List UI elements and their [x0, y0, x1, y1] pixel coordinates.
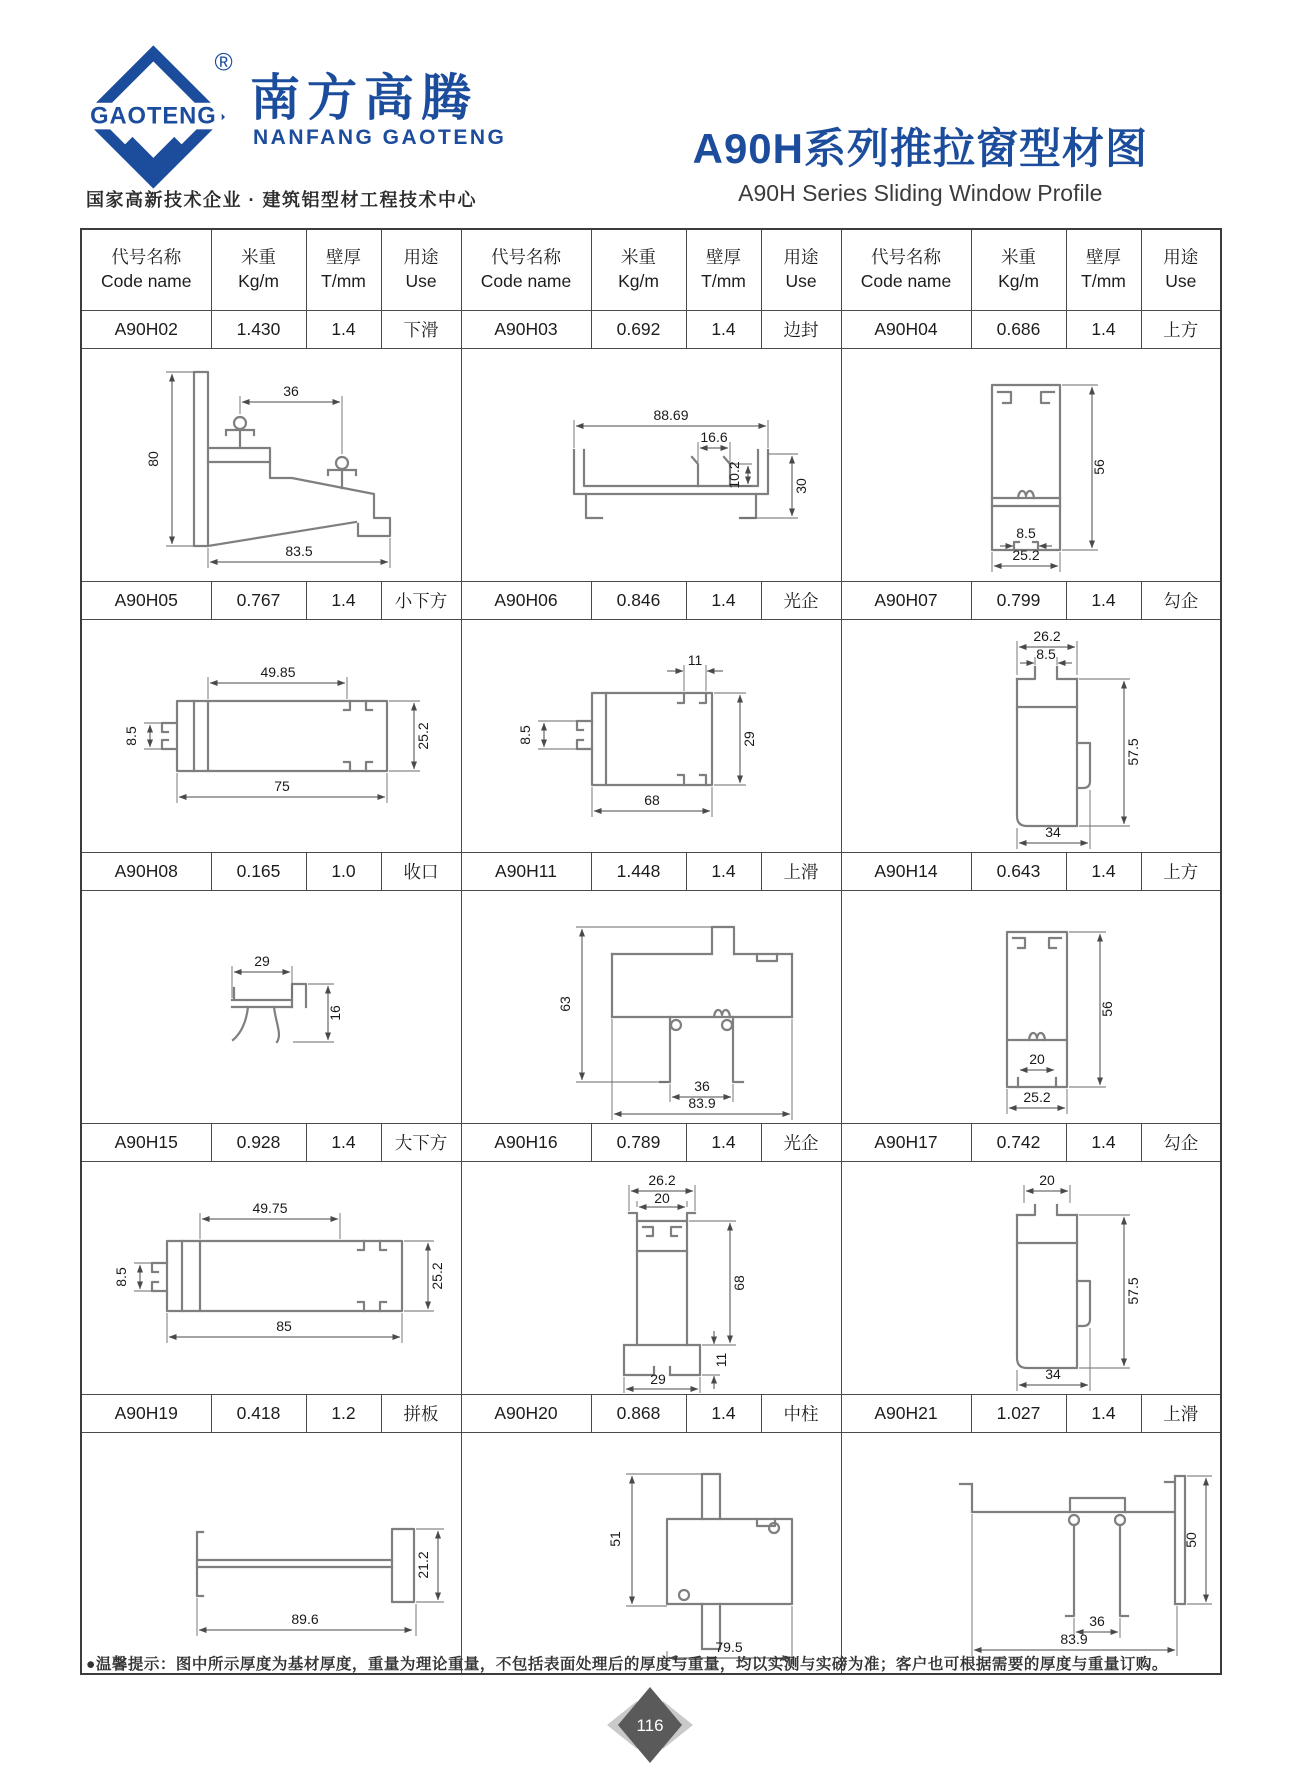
hdr-use-1: 用途 Use [381, 229, 461, 311]
registered-mark: ® [214, 49, 233, 77]
dim-label: 49.75 [252, 1200, 288, 1216]
hdr-use-3: 用途 Use [1141, 229, 1221, 311]
dim-label: 8.5 [1036, 646, 1056, 662]
drawing-a90h20 [461, 1433, 841, 1675]
hdr-t-3: 壁厚 T/mm [1066, 229, 1141, 311]
cell-kg: 0.928 [211, 1124, 306, 1162]
dim-label: 21.2 [415, 1551, 432, 1579]
cell-code: A90H21 [841, 1395, 971, 1433]
data-row-1 [81, 311, 1221, 349]
dim-label: 36 [1088, 1613, 1105, 1629]
dim-label: 49.85 [260, 664, 296, 680]
cell-t: 1.4 [686, 1395, 761, 1433]
cell-code: A90H16 [461, 1124, 591, 1162]
drawing-a90h06 [461, 620, 841, 853]
cell-code: A90H04 [841, 311, 971, 349]
footer-note: ●温馨提示：图中所示厚度为基材厚度，重量为理论重量，不包括表面处理后的厚度与重量，均以实测与实磅为准；客户也可根据需要的厚度与重量订购。 [86, 1656, 1168, 1673]
cell-kg: 0.692 [591, 311, 686, 349]
cell-t: 1.4 [1066, 1395, 1141, 1433]
cell-use: 大下方 [381, 1124, 461, 1162]
drawing-a90h14 [841, 891, 1221, 1124]
dim-label: 83.5 [285, 543, 313, 559]
cell-t: 1.4 [306, 582, 381, 620]
cell-code: A90H11 [461, 853, 591, 891]
brand-name-cn: 南方高腾 [250, 70, 478, 126]
dim-label: 75 [274, 778, 291, 794]
cell-kg: 0.742 [971, 1124, 1066, 1162]
dim-label: 8.5 [123, 726, 140, 746]
dim-label: 25.2 [1023, 1089, 1051, 1105]
brand-name-en: NANFANG GAOTENG [253, 126, 507, 149]
hdr-code-3: 代号名称 Code name [841, 229, 971, 311]
page-number-ribbon [585, 1683, 715, 1767]
logo-text: GAOTENG [90, 103, 217, 130]
drawing-a90h02 [81, 349, 461, 582]
drawing-a90h15 [81, 1162, 461, 1395]
cell-use: 下滑 [381, 311, 461, 349]
dim-label: 26.2 [648, 1172, 676, 1188]
cell-code: A90H15 [81, 1124, 211, 1162]
cell-t: 1.2 [306, 1395, 381, 1433]
page-title-en: A90H Series Sliding Window Profile [738, 180, 1103, 206]
drawing-row-5 [81, 1433, 1221, 1675]
cell-use: 光企 [761, 582, 841, 620]
cell-code: A90H17 [841, 1124, 971, 1162]
cell-code: A90H07 [841, 582, 971, 620]
brand-tagline: 国家高新技术企业 · 建筑铝型材工程技术中心 [86, 190, 477, 210]
drawing-a90h03 [461, 349, 841, 582]
cell-code: A90H05 [81, 582, 211, 620]
cell-use: 上方 [1141, 311, 1221, 349]
data-row-5 [81, 1395, 1221, 1433]
drawing-a90h07 [841, 620, 1221, 853]
dim-label: 80 [145, 451, 162, 467]
data-row-3 [81, 853, 1221, 891]
cell-kg: 0.799 [971, 582, 1066, 620]
dim-label: 56 [1098, 1001, 1115, 1017]
dim-label: 20 [1028, 1051, 1045, 1067]
cell-code: A90H02 [81, 311, 211, 349]
dim-label: 26.2 [1033, 628, 1061, 644]
cell-code: A90H20 [461, 1395, 591, 1433]
page-number [585, 1683, 715, 1772]
cell-t: 1.4 [686, 853, 761, 891]
cell-code: A90H06 [461, 582, 591, 620]
dim-label: 68 [644, 792, 660, 808]
drawing-a90h11 [461, 891, 841, 1124]
cell-t: 1.4 [1066, 582, 1141, 620]
data-row-4 [81, 1124, 1221, 1162]
cell-use: 上方 [1141, 853, 1221, 891]
dim-label: 25.2 [429, 1262, 446, 1290]
hdr-use-2: 用途 Use [761, 229, 841, 311]
cell-kg: 0.686 [971, 311, 1066, 349]
hdr-kg-1: 米重 Kg/m [211, 229, 306, 311]
dim-label: 34 [1044, 1366, 1061, 1382]
gaoteng-diamond-logo [85, 42, 235, 192]
dim-label: 85 [276, 1318, 293, 1334]
dim-label: 56 [1090, 459, 1107, 475]
dim-label: 10.2 [726, 461, 742, 489]
cell-kg: 0.418 [211, 1395, 306, 1433]
cell-t: 1.4 [1066, 311, 1141, 349]
cell-code: A90H03 [461, 311, 591, 349]
table-header-row [81, 229, 1221, 311]
cell-kg: 0.868 [591, 1395, 686, 1433]
dim-label: 8.5 [113, 1267, 130, 1287]
dim-label: 16 [327, 1005, 344, 1021]
dim-label: 63 [557, 996, 573, 1012]
drawing-a90h08 [81, 891, 461, 1124]
cell-t: 1.4 [686, 1124, 761, 1162]
cell-kg: 1.448 [591, 853, 686, 891]
dim-label: 36 [694, 1078, 710, 1094]
dim-label: 68 [731, 1275, 747, 1291]
hdr-code-1: 代号名称 Code name [81, 229, 211, 311]
cell-t: 1.4 [306, 311, 381, 349]
company-logo [85, 42, 235, 197]
hdr-kg-3: 米重 Kg/m [971, 229, 1066, 311]
profile-table-wrap [80, 228, 1222, 1675]
cell-kg: 0.165 [211, 853, 306, 891]
dim-label: 88.69 [653, 407, 689, 423]
dim-label: 16.6 [700, 429, 728, 445]
cell-kg: 1.027 [971, 1395, 1066, 1433]
dim-label: 20 [1038, 1172, 1055, 1188]
drawing-row-2 [81, 620, 1221, 853]
page-number-text: 116 [636, 1716, 664, 1735]
profile-table [80, 228, 1222, 1675]
page-title-cn: A90H系列推拉窗型材图 [692, 125, 1148, 172]
dim-label: 11 [687, 652, 703, 668]
cell-t: 1.4 [1066, 1124, 1141, 1162]
cell-use: 上滑 [1141, 1395, 1221, 1433]
cell-kg: 1.430 [211, 311, 306, 349]
dim-label: 29 [741, 731, 757, 747]
cell-t: 1.4 [686, 311, 761, 349]
cell-kg: 0.643 [971, 853, 1066, 891]
cell-t: 1.4 [306, 1124, 381, 1162]
dim-label: 25.2 [415, 722, 432, 750]
dim-label: 79.5 [715, 1639, 743, 1655]
dim-label: 25.2 [1012, 547, 1040, 563]
cell-use: 勾企 [1141, 582, 1221, 620]
drawing-a90h19 [81, 1433, 461, 1675]
cell-use: 小下方 [381, 582, 461, 620]
cell-use: 收口 [381, 853, 461, 891]
cell-use: 光企 [761, 1124, 841, 1162]
dim-label: 83.9 [688, 1095, 716, 1111]
dim-label: 57.5 [1124, 1277, 1141, 1305]
cell-kg: 0.789 [591, 1124, 686, 1162]
cell-use: 上滑 [761, 853, 841, 891]
dim-label: 50 [1182, 1532, 1199, 1548]
cell-use: 中柱 [761, 1395, 841, 1433]
hdr-code-2: 代号名称 Code name [461, 229, 591, 311]
dim-label: 8.5 [517, 725, 533, 745]
cell-kg: 0.767 [211, 582, 306, 620]
drawing-row-4 [81, 1162, 1221, 1395]
dim-label: 29 [650, 1371, 666, 1387]
dim-label: 30 [793, 478, 809, 494]
drawing-a90h05 [81, 620, 461, 853]
cell-code: A90H08 [81, 853, 211, 891]
dim-label: 34 [1044, 824, 1061, 840]
cell-use: 拼板 [381, 1395, 461, 1433]
dim-label: 11 [713, 1352, 729, 1368]
cell-t: 1.4 [1066, 853, 1141, 891]
dim-label: 89.6 [291, 1611, 319, 1627]
cell-code: A90H19 [81, 1395, 211, 1433]
drawing-a90h04 [841, 349, 1221, 582]
dim-label: 57.5 [1124, 738, 1141, 766]
cell-use: 勾企 [1141, 1124, 1221, 1162]
hdr-t-1: 壁厚 T/mm [306, 229, 381, 311]
page-title [693, 116, 1148, 207]
dim-label: 8.5 [1016, 525, 1036, 541]
dim-label: 20 [654, 1190, 670, 1206]
hdr-kg-2: 米重 Kg/m [591, 229, 686, 311]
cell-kg: 0.846 [591, 582, 686, 620]
cell-use: 边封 [761, 311, 841, 349]
cell-t: 1.0 [306, 853, 381, 891]
drawing-row-1 [81, 349, 1221, 582]
data-row-2 [81, 582, 1221, 620]
drawing-a90h16 [461, 1162, 841, 1395]
dim-label: 29 [254, 953, 271, 969]
drawing-a90h17 [841, 1162, 1221, 1395]
hdr-t-2: 壁厚 T/mm [686, 229, 761, 311]
dim-label: 83.9 [1060, 1631, 1088, 1647]
dim-label: 36 [283, 383, 300, 399]
drawing-a90h21 [841, 1433, 1221, 1675]
cell-code: A90H14 [841, 853, 971, 891]
dim-label: 51 [607, 1531, 623, 1547]
drawing-row-3 [81, 891, 1221, 1124]
cell-t: 1.4 [686, 582, 761, 620]
